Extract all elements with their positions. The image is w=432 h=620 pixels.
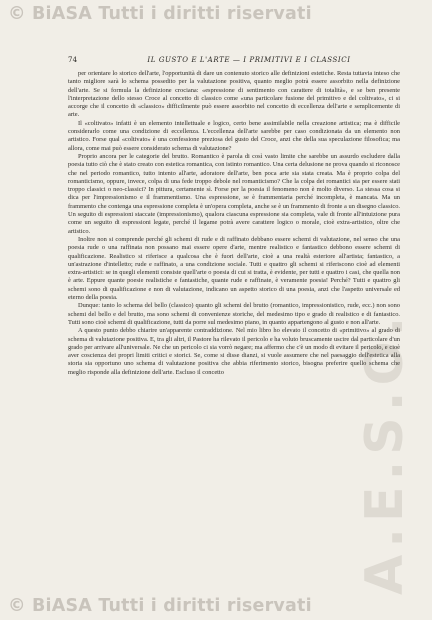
page-header [68, 56, 400, 68]
banner-text: © BiASA Tutti i diritti riservati [8, 4, 312, 24]
paragraph: Il «coltivato» infatti è un elemento intellettuale e logico, certo bene assimilabile nella creazione artistica; ma è difficile considerarlo come una condizione di eccellenza. L'eccellenza dell'arte sarebbe per caso condizionata da un elemento non artistico. Forse qual «coltivato» è una confessione preziosa del gusto del Croce, anzi che della sua speculazione filosofica; ma allora, come mai può essere considerato schema di valutazione? [68, 119, 400, 152]
book-page [68, 56, 400, 588]
page-body [68, 70, 400, 377]
paragraph: Proprio ancora per le categorie del brutto. Romantico è parola di così vasto limite che sarebbe un assurdo escludere dalla poesia tutto ciò che è stato creato con estetica romantica, con istinto romantico. Una certa delusione ne prova quando si riconosce che nel periodo romantico, tutto intento all'arte, adoratore dell'arte, ben poca arte sia stata creata. Ma è proprio colpa del romanticismo, oppure, invece, colpa di una fede troppo debole nel romanticismo? Che la colpa dei romantici sia per essere stati troppo classici o neo-classici? In pittura, certamente sì. Forse per la poesia il fenomeno non è molto diverso. La stessa cosa si dica per l'impressionismo e il frammentismo. Una espressione, se è frammentaria perché incompleta, è mancata. Ma un frammento che contenga una espressione completa è un'opera completa, anche se è un frammento di fronte a un disegno classico. Un seguito di espressioni staccate (impressionismo), qualora ciascuna espressione sia completa, vale di fronte all'intuizione pura come un seguito di espressioni legate, perché il legame potrà avere carattere logico o morale, cioè extra-artistico, oltre che artistico. [68, 152, 400, 235]
paragraph: Inoltre non si comprende perché gli schemi di rude e di raffinato debbano essere schemi di valutazione, nel senso che una poesia rude o una raffinata non possano mai essere opere d'arte, mentre realistico e fantastico debbono essere schemi di qualificazione. Realistico si riferisce a qualcosa che è fuori dell'arte, cioè a una realtà esteriore all'artista; fantastico, a un'astrazione d'intelletto; rude e raffinato, a una condizione sociale. Tutti e quattro gli schemi si riferiscono cioè ad elementi extra-artistici: se in quegli elementi consiste quell'arte o poesia di cui si tratta, è evidente, per tutti e quattro i casi, che quella non è arte. Eppure quante poesie realistiche e fantastiche, quante rude e raffinate, è veramente poesia! Perché? Tutti e quattro gli schemi sono di qualificazione e non di valutazione, indicano un aspetto storico di una poesia, anzi che l'aspetto universale ed eterno della poesia. [68, 235, 400, 302]
copyright-banner-bottom [0, 592, 432, 620]
copyright-banner-top [0, 0, 432, 28]
page-number: 74 [68, 56, 78, 64]
paragraph: A questo punto debbo chiarire un'apparente contraddizione. Nel mio libro ho elevato il concetto di «primitivo» al grado di schema di valutazione positiva. E, tra gli altri, il Pastore ha rilevato il pericolo e ha voluto bruscamente uscire dal particolare d'un grado per arrivare all'universale. Ne che un pericolo ci sia vorrò negare; ma affermo che c'è un modo di evitare il pericolo, e cioè aver coscienza dei propri limiti critici e storici. Se, come si disse dianzi, si vuole assumere che nel paesaggio dell'estetica alla storia sia opportuno uno schema di valutazione positiva che abbia riferimento storico, bisogna preferire quello schema che meglio risponde alla definizione dell'arte. Escluso il concetto [68, 327, 400, 376]
library-watermark: A.E.S.O. [355, 310, 415, 595]
banner-text: © BiASA Tutti i diritti riservati [8, 596, 312, 616]
paragraph: Dunque: tanto lo schema del bello (classico) quanto gli schemi del brutto (romantico, impressionistico, rude, ecc.) non sono schemi del bello e del brutto, ma sono schemi di convenienze storiche, del medesimo tipo e grado di realistico e di fantastico. Tutti sono cioè schemi di qualificazione, tutti da porre sul medesimo piano, in quanto appartengono al gusto e non all'arte. [68, 302, 400, 326]
running-title: IL GUSTO E L'ARTE — I PRIMITIVI E I CLASSICI [147, 56, 351, 64]
paragraph: per orientare lo storico dell'arte, l'opportunità di dare un contenuto storico alle definizioni estetiche. Resta tuttavia inteso che tanto migliore sarà lo schema possedito per la valutazione positiva, quanto meglio potrà essere assorbito nella definizione dell'arte. Se si formula la definizione crociana: «espressione di sentimento con carattere di totalità», e se ben presente l'interpretazione dello stesso Croce al concetto di classico come «una particolare fusione del primitivo e del coltivato», ci si accorge che il concetto di «classico» difficilmente può essere assorbito nel concetto di eccellenza dell'arte e semplicemente di arte. [68, 70, 400, 119]
